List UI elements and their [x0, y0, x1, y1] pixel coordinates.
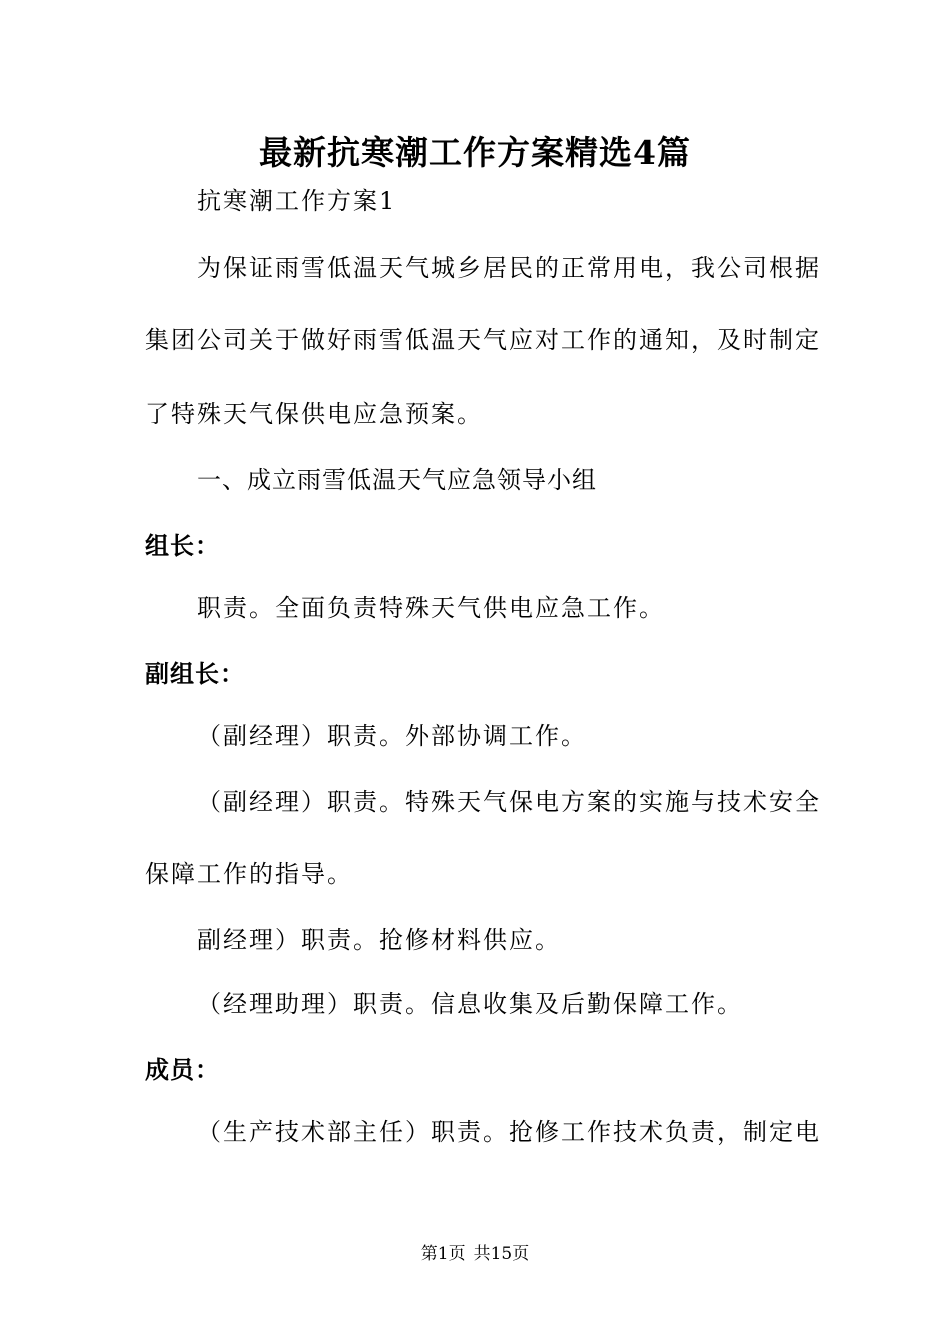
deputy-duty: （副经理）职责。特殊天气保电方案的实施与技术安全 — [197, 788, 821, 816]
member-duty: （生产技术部主任）职责。抢修工作技术负责，制定电 — [197, 1118, 821, 1146]
paragraph-line: 为保证雨雪低温天气城乡居民的正常用电，我公司根据 — [197, 254, 821, 282]
deputy-duty: （经理助理）职责。信息收集及后勤保障工作。 — [197, 990, 743, 1018]
paragraph-line: 了特殊天气保供电应急预案。 — [145, 400, 483, 428]
page-total: 共15页 — [473, 1244, 530, 1264]
deputy-duty: （副经理）职责。外部协调工作。 — [197, 722, 587, 750]
paragraph-line: 集团公司关于做好雨雪低温天气应对工作的通知，及时制定 — [145, 326, 821, 354]
page-number: 第1页 — [420, 1244, 466, 1264]
member-label: 成员： — [145, 1056, 220, 1084]
page-footer — [0, 1242, 950, 1266]
leader-duty: 职责。全面负责特殊天气供电应急工作。 — [197, 594, 665, 622]
deputy-duty: 保障工作的指导。 — [145, 860, 353, 888]
section-heading: 一、成立雨雪低温天气应急领导小组 — [197, 466, 597, 494]
deputy-label: 副组长： — [145, 660, 245, 688]
deputy-duty: 副经理）职责。抢修材料供应。 — [197, 926, 561, 954]
subtitle: 抗寒潮工作方案1 — [197, 187, 397, 215]
leader-label: 组长： — [145, 532, 220, 560]
document-title: 最新抗寒潮工作方案精选4篇 — [259, 133, 691, 172]
